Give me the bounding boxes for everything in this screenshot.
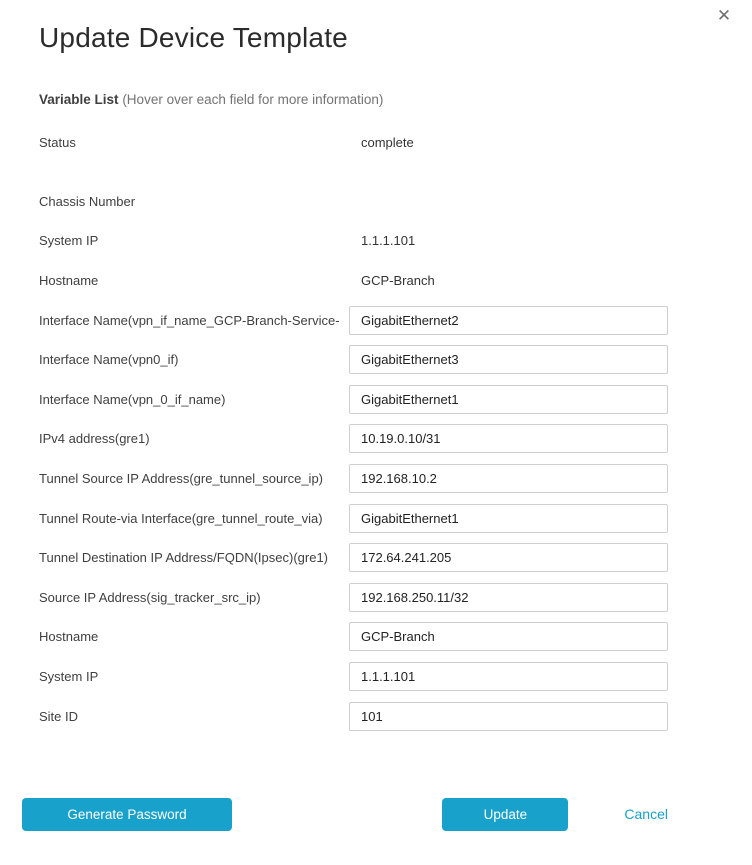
hostname-2-input[interactable] bbox=[349, 622, 668, 651]
interface-name-vpn-if-name-gcp-branch-service-label: Interface Name(vpn_if_name_GCP-Branch-Service- bbox=[39, 312, 340, 328]
chassis-number-label: Chassis Number bbox=[39, 193, 136, 209]
ipv4-address-gre1-input[interactable] bbox=[349, 424, 668, 453]
variable-rows bbox=[0, 123, 752, 736]
system-ip-2-label: System IP bbox=[39, 669, 99, 685]
tunnel-route-via-interface-input[interactable] bbox=[349, 504, 668, 533]
interface-name-vpn-0-if-name-input[interactable] bbox=[349, 385, 668, 414]
hostname-value: GCP-Branch bbox=[361, 273, 435, 289]
hostname-2-label: Hostname bbox=[39, 629, 99, 645]
cancel-link[interactable]: Cancel bbox=[624, 806, 668, 823]
interface-name-vpn0-if-label: Interface Name(vpn0_if) bbox=[39, 352, 179, 368]
tunnel-source-ip-address-input[interactable] bbox=[349, 464, 668, 493]
ipv4-address-gre1-row bbox=[39, 419, 668, 459]
tunnel-source-ip-address-label: Tunnel Source IP Address(gre_tunnel_source_ip) bbox=[39, 471, 324, 487]
update-button[interactable]: Update bbox=[442, 798, 568, 831]
chassis-number-row bbox=[39, 182, 668, 222]
tunnel-route-via-interface-row bbox=[39, 498, 668, 538]
interface-name-vpn-0-if-name-label: Interface Name(vpn_0_if_name) bbox=[39, 391, 226, 407]
system-ip-2-input[interactable] bbox=[349, 662, 668, 691]
site-id-input[interactable] bbox=[349, 702, 668, 731]
variable-list-header bbox=[0, 92, 752, 107]
system-ip-row bbox=[39, 221, 668, 261]
page-title: Update Device Template bbox=[39, 22, 348, 53]
site-id-row bbox=[39, 696, 668, 736]
source-ip-address-row bbox=[39, 578, 668, 618]
tunnel-route-via-interface-label: Tunnel Route-via Interface(gre_tunnel_route_via) bbox=[39, 510, 323, 526]
tunnel-destination-ip-address-input[interactable] bbox=[349, 543, 668, 572]
interface-name-vpn-0-if-name-row bbox=[39, 380, 668, 420]
tunnel-destination-ip-address-label: Tunnel Destination IP Address/FQDN(Ipsec)(gre1) bbox=[39, 550, 329, 566]
variable-list-title: Variable List bbox=[39, 92, 119, 107]
source-ip-address-input[interactable] bbox=[349, 583, 668, 612]
hostname-label: Hostname bbox=[39, 273, 99, 289]
status-row bbox=[39, 123, 668, 163]
site-id-label: Site ID bbox=[39, 708, 79, 724]
close-icon[interactable]: ✕ bbox=[716, 6, 732, 25]
hostname-row bbox=[39, 261, 668, 301]
system-ip-label: System IP bbox=[39, 233, 99, 249]
interface-name-vpn0-if-input[interactable] bbox=[349, 345, 668, 374]
interface-name-vpn-if-name-gcp-branch-service-row bbox=[39, 300, 668, 340]
system-ip-value: 1.1.1.101 bbox=[361, 233, 416, 249]
interface-name-vpn0-if-row bbox=[39, 340, 668, 380]
interface-name-vpn-if-name-gcp-branch-service-input[interactable] bbox=[349, 306, 668, 335]
tunnel-destination-ip-address-row bbox=[39, 538, 668, 578]
variable-list-hint: (Hover over each field for more information) bbox=[122, 92, 384, 107]
system-ip-2-row bbox=[39, 657, 668, 697]
dialog-footer bbox=[0, 798, 752, 831]
status-value: complete bbox=[361, 135, 414, 151]
hostname-2-row bbox=[39, 617, 668, 657]
source-ip-address-label: Source IP Address(sig_tracker_src_ip) bbox=[39, 589, 261, 605]
tunnel-source-ip-address-row bbox=[39, 459, 668, 499]
status-label: Status bbox=[39, 135, 76, 151]
generate-password-button[interactable]: Generate Password bbox=[22, 798, 232, 831]
ipv4-address-gre1-label: IPv4 address(gre1) bbox=[39, 431, 150, 447]
